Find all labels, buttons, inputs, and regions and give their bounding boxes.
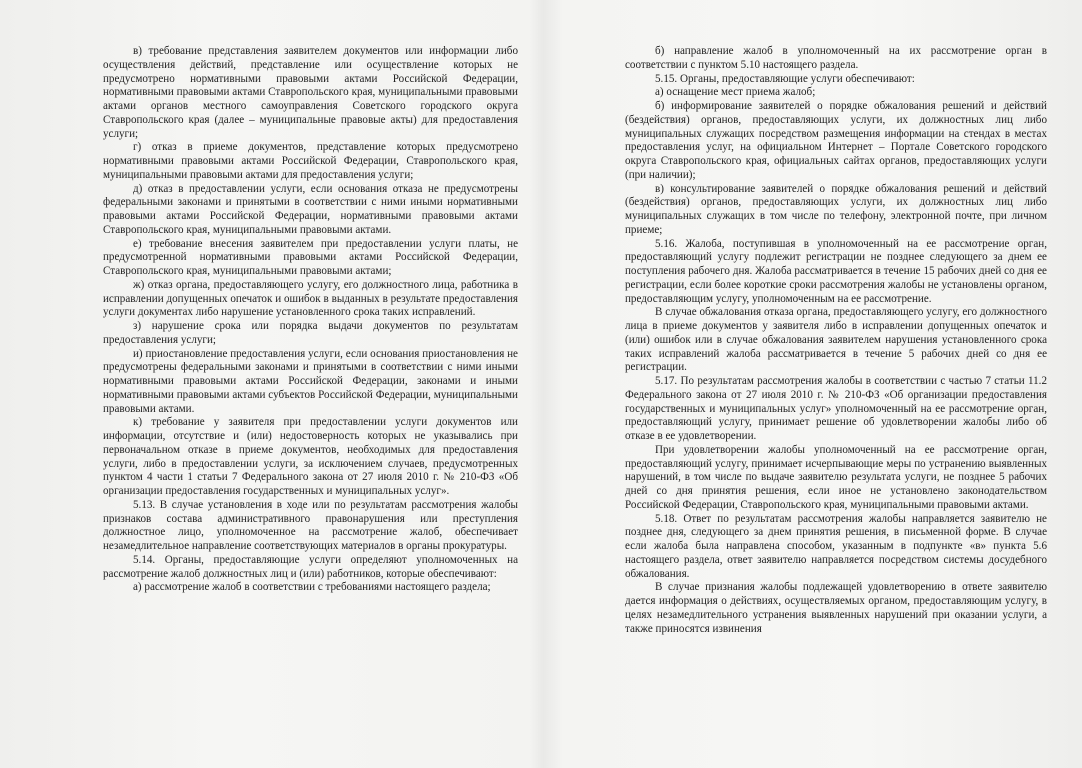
- paragraph-5-15-a: а) оснащение мест приема жалоб;: [655, 86, 816, 99]
- paragraph-5-15: 5.15. Органы, предоставляющие услуги обеспечивают:: [655, 72, 915, 85]
- paragraph-5-16-appeal: В случае обжалования отказа органа, предоставляющего услугу, его должностного лица в приеме документов у заявителя либо в исправлении допущенных опечаток и (или) ошибок или в случае обжалования заявителем нарушения установленного срока таких исправлений жалоба рассматривается в течение 5 рабочих дней со дня ее регистрации.: [625, 306, 1047, 374]
- paragraph-5-13: 5.13. В случае установления в ходе или по результатам рассмотрения жалобы признаков состава административного правонарушения или преступления должностное лицо, уполномоченное на рассмотрение жалоб, обеспечивает незамедлительное направление соответствующих материалов в органы прокуратуры.: [103, 498, 518, 552]
- paragraph-k: к) требование у заявителя при предоставлении услуги документов или информации, отсутствие и (или) недостоверность которых не указывались при первоначальном отказе в приеме документов, необходимых для предоставления услуги, либо в предоставлении услуги, за исключением случаев, предусмотренных пунктом 4 части 1 статьи 7 Федерального закона от 27 июля 2010 г. № 210-ФЗ «Об организации предоставления государственных и муниципальных услуг».: [103, 416, 518, 497]
- right-page: [625, 45, 1047, 636]
- paragraph-5-15-v: в) консультирование заявителей о порядке обжалования решений и действий (бездействия) органов, предоставляющих услуги, их должностных лиц либо муниципальных служащих в том числе по телефону, электронной почте, при личном приеме;: [625, 182, 1047, 236]
- paragraph-5-18: 5.18. Ответ по результатам рассмотрения жалобы направляется заявителю не позднее дня, следующего за днем принятия решения, в письменной форме. В случае если жалоба была направлена способом, указанным в подпункте «в» пункта 5.6 настоящего раздела, ответ заявителю направляется посредством системы досудебного обжалования.: [625, 512, 1047, 580]
- paragraph-5-14-b: б) направление жалоб в уполномоченный на их рассмотрение орган в соответствии с пунктом 5.10 настоящего раздела.: [625, 45, 1047, 71]
- paragraph-5-16: 5.16. Жалоба, поступившая в уполномоченный на ее рассмотрение орган, предоставляющий услугу подлежит регистрации не позднее следующего за днем ее поступления рабочего дня. Жалоба рассматривается в течение 15 рабочих дней со дня ее регистрации, если более короткие сроки рассмотрения жалобы не установлены органом, предоставляющим услугу, уполномоченным на ее рассмотрение.: [625, 237, 1047, 305]
- paragraph-5-17: 5.17. По результатам рассмотрения жалобы в соответствии с частью 7 статьи 11.2 Федерального закона от 27 июля 2010 г. № 210-ФЗ «Об организации предоставления государственных и муниципальных услуг» уполномоченный на ее рассмотрение орган, предоставляющий услугу, принимает решение об удовлетворении жалобы либо об отказе в ее удовлетворении.: [625, 375, 1047, 442]
- paragraph-g: г) отказ в приеме документов, представление которых предусмотрено нормативными правовыми актами Российской Федерации, Ставропольского края, муниципальными правовыми актами для предоставления услуги;: [103, 141, 518, 181]
- paragraph-zh: ж) отказ органа, предоставляющего услугу, его должностного лица, работника в исправлении допущенных опечаток и ошибок в выданных в результате предоставления услуги документах либо нарушение установленного срока таких исправлений.: [103, 278, 518, 319]
- paragraph-5-15-b: б) информирование заявителей о порядке обжалования решений и действий (бездействия) органов, предоставляющих услуги, их должностных лиц либо муниципальных служащих посредством размещения информации на стендах в местах предоставления услуг, на официальном Интернет – Портале Советского городского округа Ставропольского края, официальных сайтах органов, предоставляющих услуги (при наличии);: [625, 100, 1047, 181]
- paragraph-v: в) требование представления заявителем документов или информации либо осуществления действий, представление или осуществление которых не предусмотрено нормативными правовыми актами Российской Федерации, нормативными правовыми актами Ставропольского края, муниципальными правовыми актами органов местного самоуправления Советского городского округа Ставропольского края (далее – муниципальные правовые акты) для предоставления услуги;: [103, 45, 518, 140]
- paragraph-i: и) приостановление предоставления услуги, если основания приостановления не предусмотрены федеральными законами и принятыми в соответствии с ними иными нормативными правовыми актами Российской Федерации, законами и иными нормативными правовыми актами субъектов Российской Федерации, муниципальными правовыми актами.: [103, 347, 518, 415]
- paragraph-5-18-recognition: В случае признания жалобы подлежащей удовлетворению в ответе заявителю дается информация о действиях, осуществляемых органом, предоставляющим услугу, в целях незамедлительного устранения выявленных нарушений при оказании услуги, а также приносятся извинения: [625, 581, 1047, 635]
- paragraph-e: е) требование внесения заявителем при предоставлении услуги платы, не предусмотренной нормативными правовыми актами Российской Федерации, Ставропольского края, муниципальными правовыми актами;: [103, 237, 518, 277]
- paragraph-d: д) отказ в предоставлении услуги, если основания отказа не предусмотрены федеральными законами и принятыми в соответствии с ними иными нормативными правовыми актами Российской Федерации, нормативными правовыми актами Ставропольского края, муниципальными правовыми актами.: [103, 182, 518, 236]
- left-page: [103, 45, 518, 595]
- paragraph-5-14: 5.14. Органы, предоставляющие услуги определяют уполномоченных на рассмотрение жалоб должностных лиц и (или) работников, которые обеспечивают:: [103, 553, 518, 580]
- paragraph-5-17-satisfaction: При удовлетворении жалобы уполномоченный на ее рассмотрение орган, предоставляющий услугу, принимает исчерпывающие меры по устранению выявленных нарушений, в том числе по выдаче заявителю результата услуги, не позднее 5 рабочих дней со дня принятия решения, если иное не установлено законодательством Российской Федерации, Ставропольского края, муниципальными правовыми актами.: [625, 443, 1047, 511]
- paragraph-5-14-a: а) рассмотрение жалоб в соответствии с требованиями настоящего раздела;: [133, 581, 491, 594]
- paragraph-z: з) нарушение срока или порядка выдачи документов по результатам предоставления услуги;: [103, 320, 518, 346]
